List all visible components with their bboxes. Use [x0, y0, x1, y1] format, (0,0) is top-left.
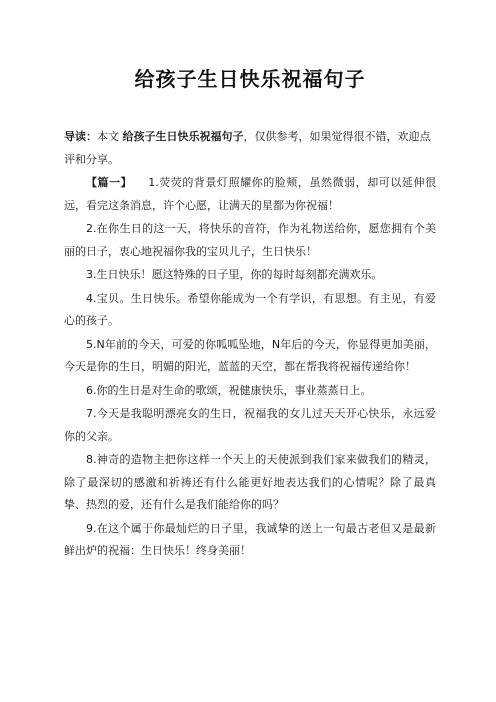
document-title: 给孩子生日快乐祝福句子 — [134, 67, 366, 91]
intro-suffix: ，仅供参考，如果觉得很不错，欢迎点评和分享。 — [64, 130, 431, 166]
intro-label: 导读： — [64, 130, 97, 143]
paragraph-3: 3.生日快乐！愿这特殊的日子里，你的每时每刻都充满欢乐。 — [86, 268, 383, 281]
intro-paragraph — [64, 126, 436, 171]
paragraph-7: 7.今天是我聪明漂亮女的生日，祝福我的女儿过天天开心快乐，永远爱你的父亲。 — [64, 407, 436, 443]
paragraph-9: 9.在这个属于你最灿烂的日子里，我诚挚的送上一句最古老但又是最新鲜出炉的祝福：生日快乐！终身美丽！ — [64, 521, 436, 557]
paragraph-2: 2.在你生日的这一天，将快乐的音符，作为礼物送给你，愿您拥有个美丽的日子，衷心地祝福你我的宝贝儿子，生日快乐！ — [64, 222, 436, 258]
intro-highlight: 给孩子生日快乐祝福句子 — [122, 130, 244, 143]
paragraph-6: 6.你的生日是对生命的歌颂，祝健康快乐，事业蒸蒸日上。 — [86, 383, 372, 397]
paragraph-4: 4.宝贝。生日快乐。希望你能成为一个有学识，有思想。有主见，有爱心的孩子。 — [64, 291, 436, 327]
paragraph-text: 1.荧荧的背景灯照耀你的脸颊，虽然微弱，却可以延伸很远，看完这条消息，许个心愿，让满天的星都为你祝福！ — [64, 176, 436, 212]
section-label: 【篇一】 — [86, 176, 133, 189]
paragraph-1 — [64, 172, 436, 217]
document-page — [64, 0, 436, 563]
paragraph-5: 5.N年前的今天，可爱的你呱呱坠地，N年后的今天，你显得更加美丽，今天是你的生日，明媚的阳光，蓝蓝的天空，都在帮我将祝福传递给你！ — [64, 337, 436, 373]
paragraph-8: 8.神奇的造物主把你这样一个天上的天使派到我们家来做我们的精灵，除了最深切的感激和祈祷还有什么能更好地表达我们的心情呢？除了最真挚、热烈的爱，还有什么是我们能给你的吗？ — [64, 453, 436, 511]
intro-prefix: 本文 — [97, 130, 119, 143]
